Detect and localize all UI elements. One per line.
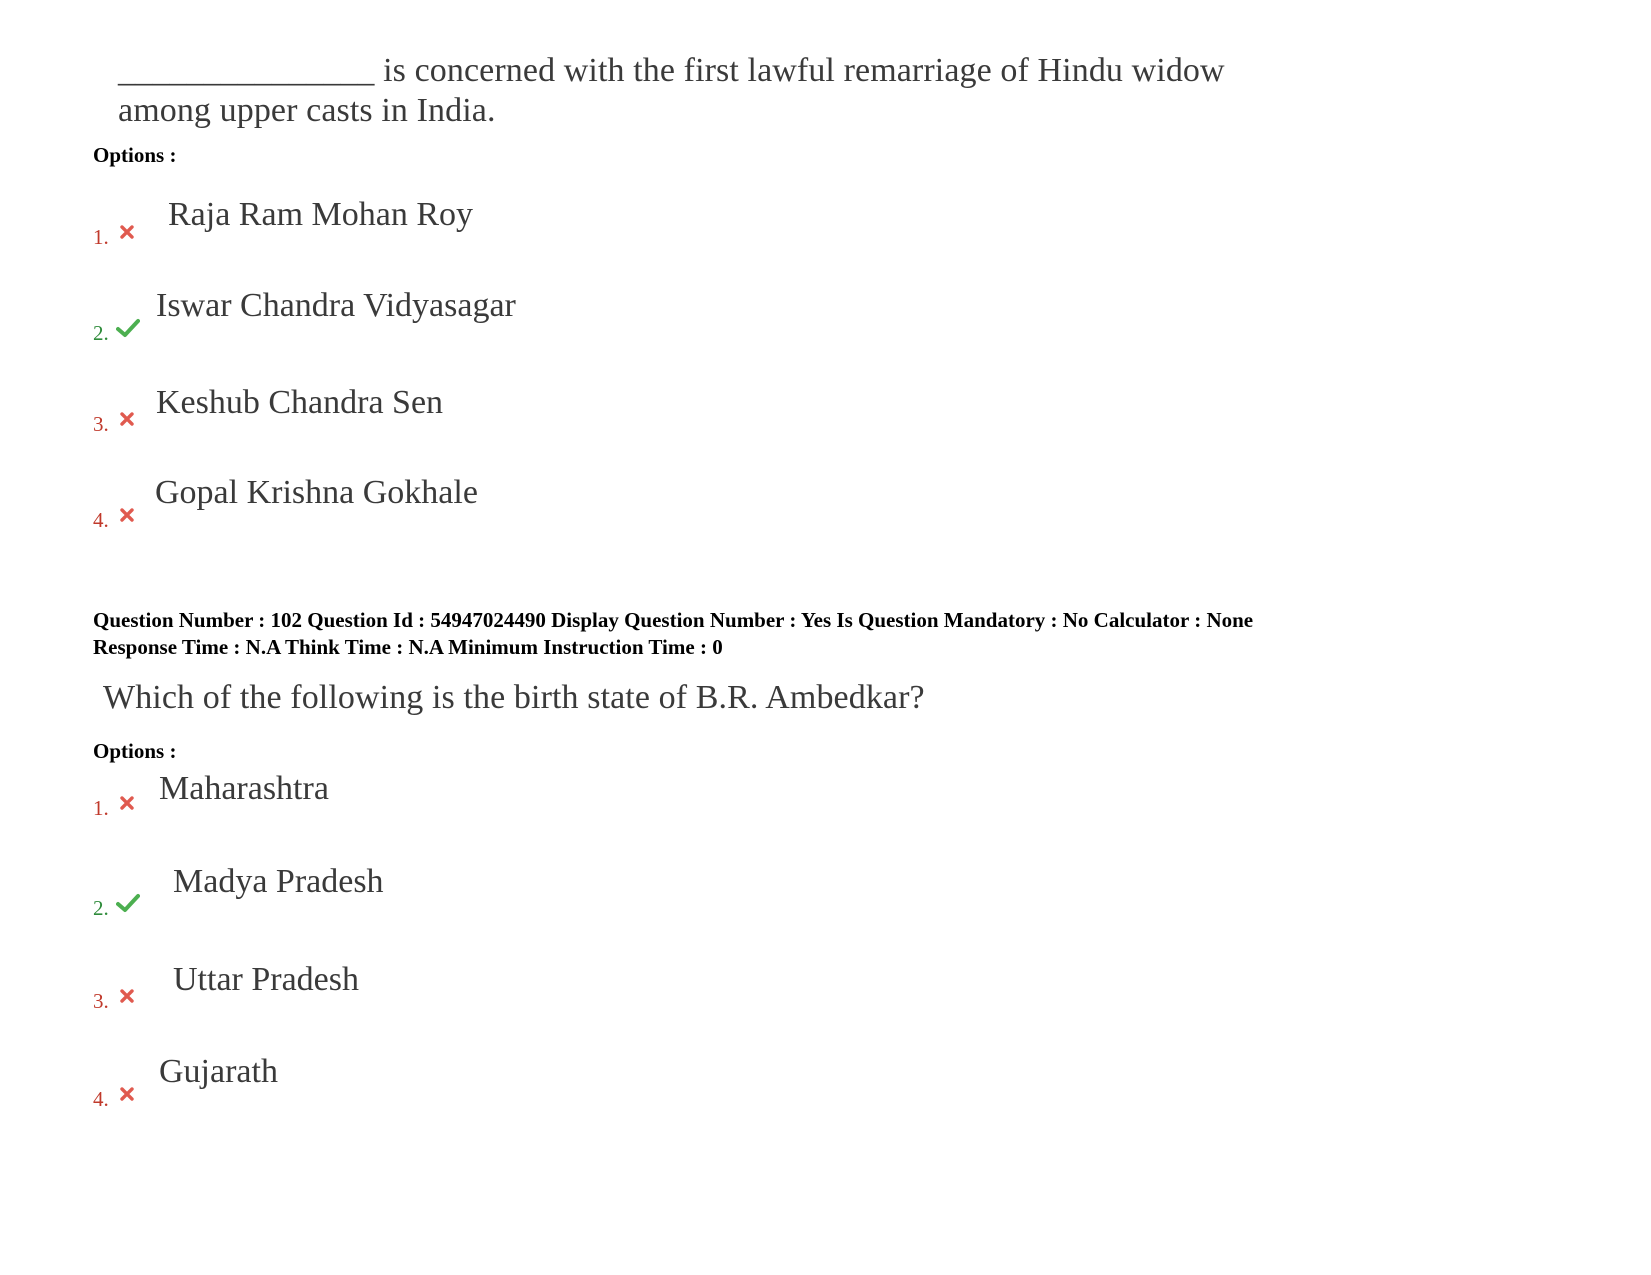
option-number: 4. bbox=[93, 508, 109, 532]
cross-icon bbox=[119, 1086, 135, 1102]
answer-blank: _______________ bbox=[118, 52, 375, 89]
option-text: Keshub Chandra Sen bbox=[156, 384, 444, 421]
option-number: 1. bbox=[93, 796, 109, 820]
question-text: is concerned with the first lawful remarriage of Hindu widow bbox=[383, 52, 1225, 89]
option-number: 2. bbox=[93, 321, 109, 345]
cross-icon bbox=[119, 411, 135, 427]
option-number: 1. bbox=[93, 225, 109, 249]
question-meta-line1: Question Number : 102 Question Id : 54947024490 Display Question Number : Yes Is Question Mandatory : No Calculator : None bbox=[93, 608, 1254, 632]
option-text: Uttar Pradesh bbox=[173, 961, 360, 998]
option-number: 3. bbox=[93, 989, 109, 1013]
cross-icon bbox=[119, 988, 135, 1004]
option-text: Gopal Krishna Gokhale bbox=[155, 474, 478, 511]
question-text-line2: among upper casts in India. bbox=[118, 92, 496, 129]
option-text: Iswar Chandra Vidyasagar bbox=[156, 287, 516, 324]
option-number: 3. bbox=[93, 412, 109, 436]
option-text: Maharashtra bbox=[159, 770, 329, 807]
option-text: Raja Ram Mohan Roy bbox=[168, 196, 474, 233]
option-number: 2. bbox=[93, 896, 109, 920]
cross-icon bbox=[119, 224, 135, 240]
question-text-line1 bbox=[118, 52, 1225, 90]
options-label: Options : bbox=[93, 143, 177, 167]
question-meta-line2: Response Time : N.A Think Time : N.A Minimum Instruction Time : 0 bbox=[93, 635, 723, 659]
option-text: Madya Pradesh bbox=[173, 863, 384, 900]
cross-icon bbox=[119, 507, 135, 523]
check-icon bbox=[116, 893, 140, 913]
cross-icon bbox=[119, 795, 135, 811]
question-text: Which of the following is the birth state of B.R. Ambedkar? bbox=[103, 679, 925, 716]
check-icon bbox=[116, 318, 140, 338]
options-label: Options : bbox=[93, 739, 177, 763]
clipped-text-fragment bbox=[168, 172, 248, 182]
option-number: 4. bbox=[93, 1087, 109, 1111]
option-text: Gujarath bbox=[159, 1053, 278, 1090]
